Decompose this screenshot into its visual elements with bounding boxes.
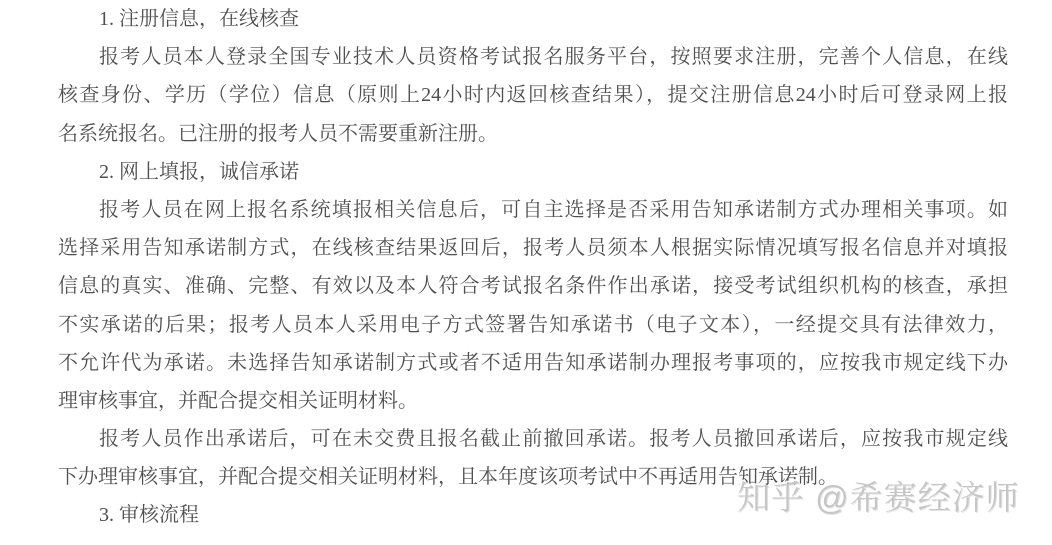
text-line: 信息的真实、准确、完整、有效以及本人符合考试报名条件作出承诺，接受考试组织机构的核查，承担: [58, 275, 1008, 298]
text-line: 名系统报名。已注册的报考人员不需要重新注册。: [58, 122, 498, 145]
text-line: 选择采用告知承诺制方式，在线核查结果返回后，报考人员须本人根据实际情况填写报名信息并对填报: [58, 237, 1008, 260]
text-line: 理审核事宜，并配合提交相关证明材料。: [58, 389, 418, 412]
text-line: 报考人员本人登录全国专业技术人员资格考试报名服务平台，按照要求注册，完善个人信息，在线: [99, 46, 1008, 69]
text-line: 报考人员作出承诺后，可在未交费且报名截止前撤回承诺。报考人员撤回承诺后，应按我市规定线: [99, 428, 1008, 451]
text-line: 不允许代为承诺。未选择告知承诺制方式或者不适用告知承诺制办理报考事项的，应按我市规定线下办: [58, 351, 1008, 374]
text-line: 核查身份、学历（学位）信息（原则上24小时内返回核查结果），提交注册信息24小时后可登录网上报: [58, 84, 1008, 107]
section-heading: 1. 注册信息，在线核查: [99, 8, 299, 30]
text-line: 报考人员在网上报名系统填报相关信息后，可自主选择是否采用告知承诺制方式办理相关事项。如: [99, 198, 1008, 221]
text-line: 不实承诺的后果；报考人员本人采用电子方式签署告知承诺书（电子文本），一经提交具有法律效力，: [58, 313, 1008, 336]
document-page: [58, 0, 1008, 535]
text-line: 下办理审核事宜，并配合提交相关证明材料，且本年度该项考试中不再适用告知承诺制。: [58, 466, 838, 489]
zhihu-watermark: 知乎 @希赛经济师: [737, 479, 1020, 516]
section-heading: 3. 审核流程: [99, 504, 199, 527]
section-heading: 2. 网上填报，诚信承诺: [99, 160, 299, 183]
